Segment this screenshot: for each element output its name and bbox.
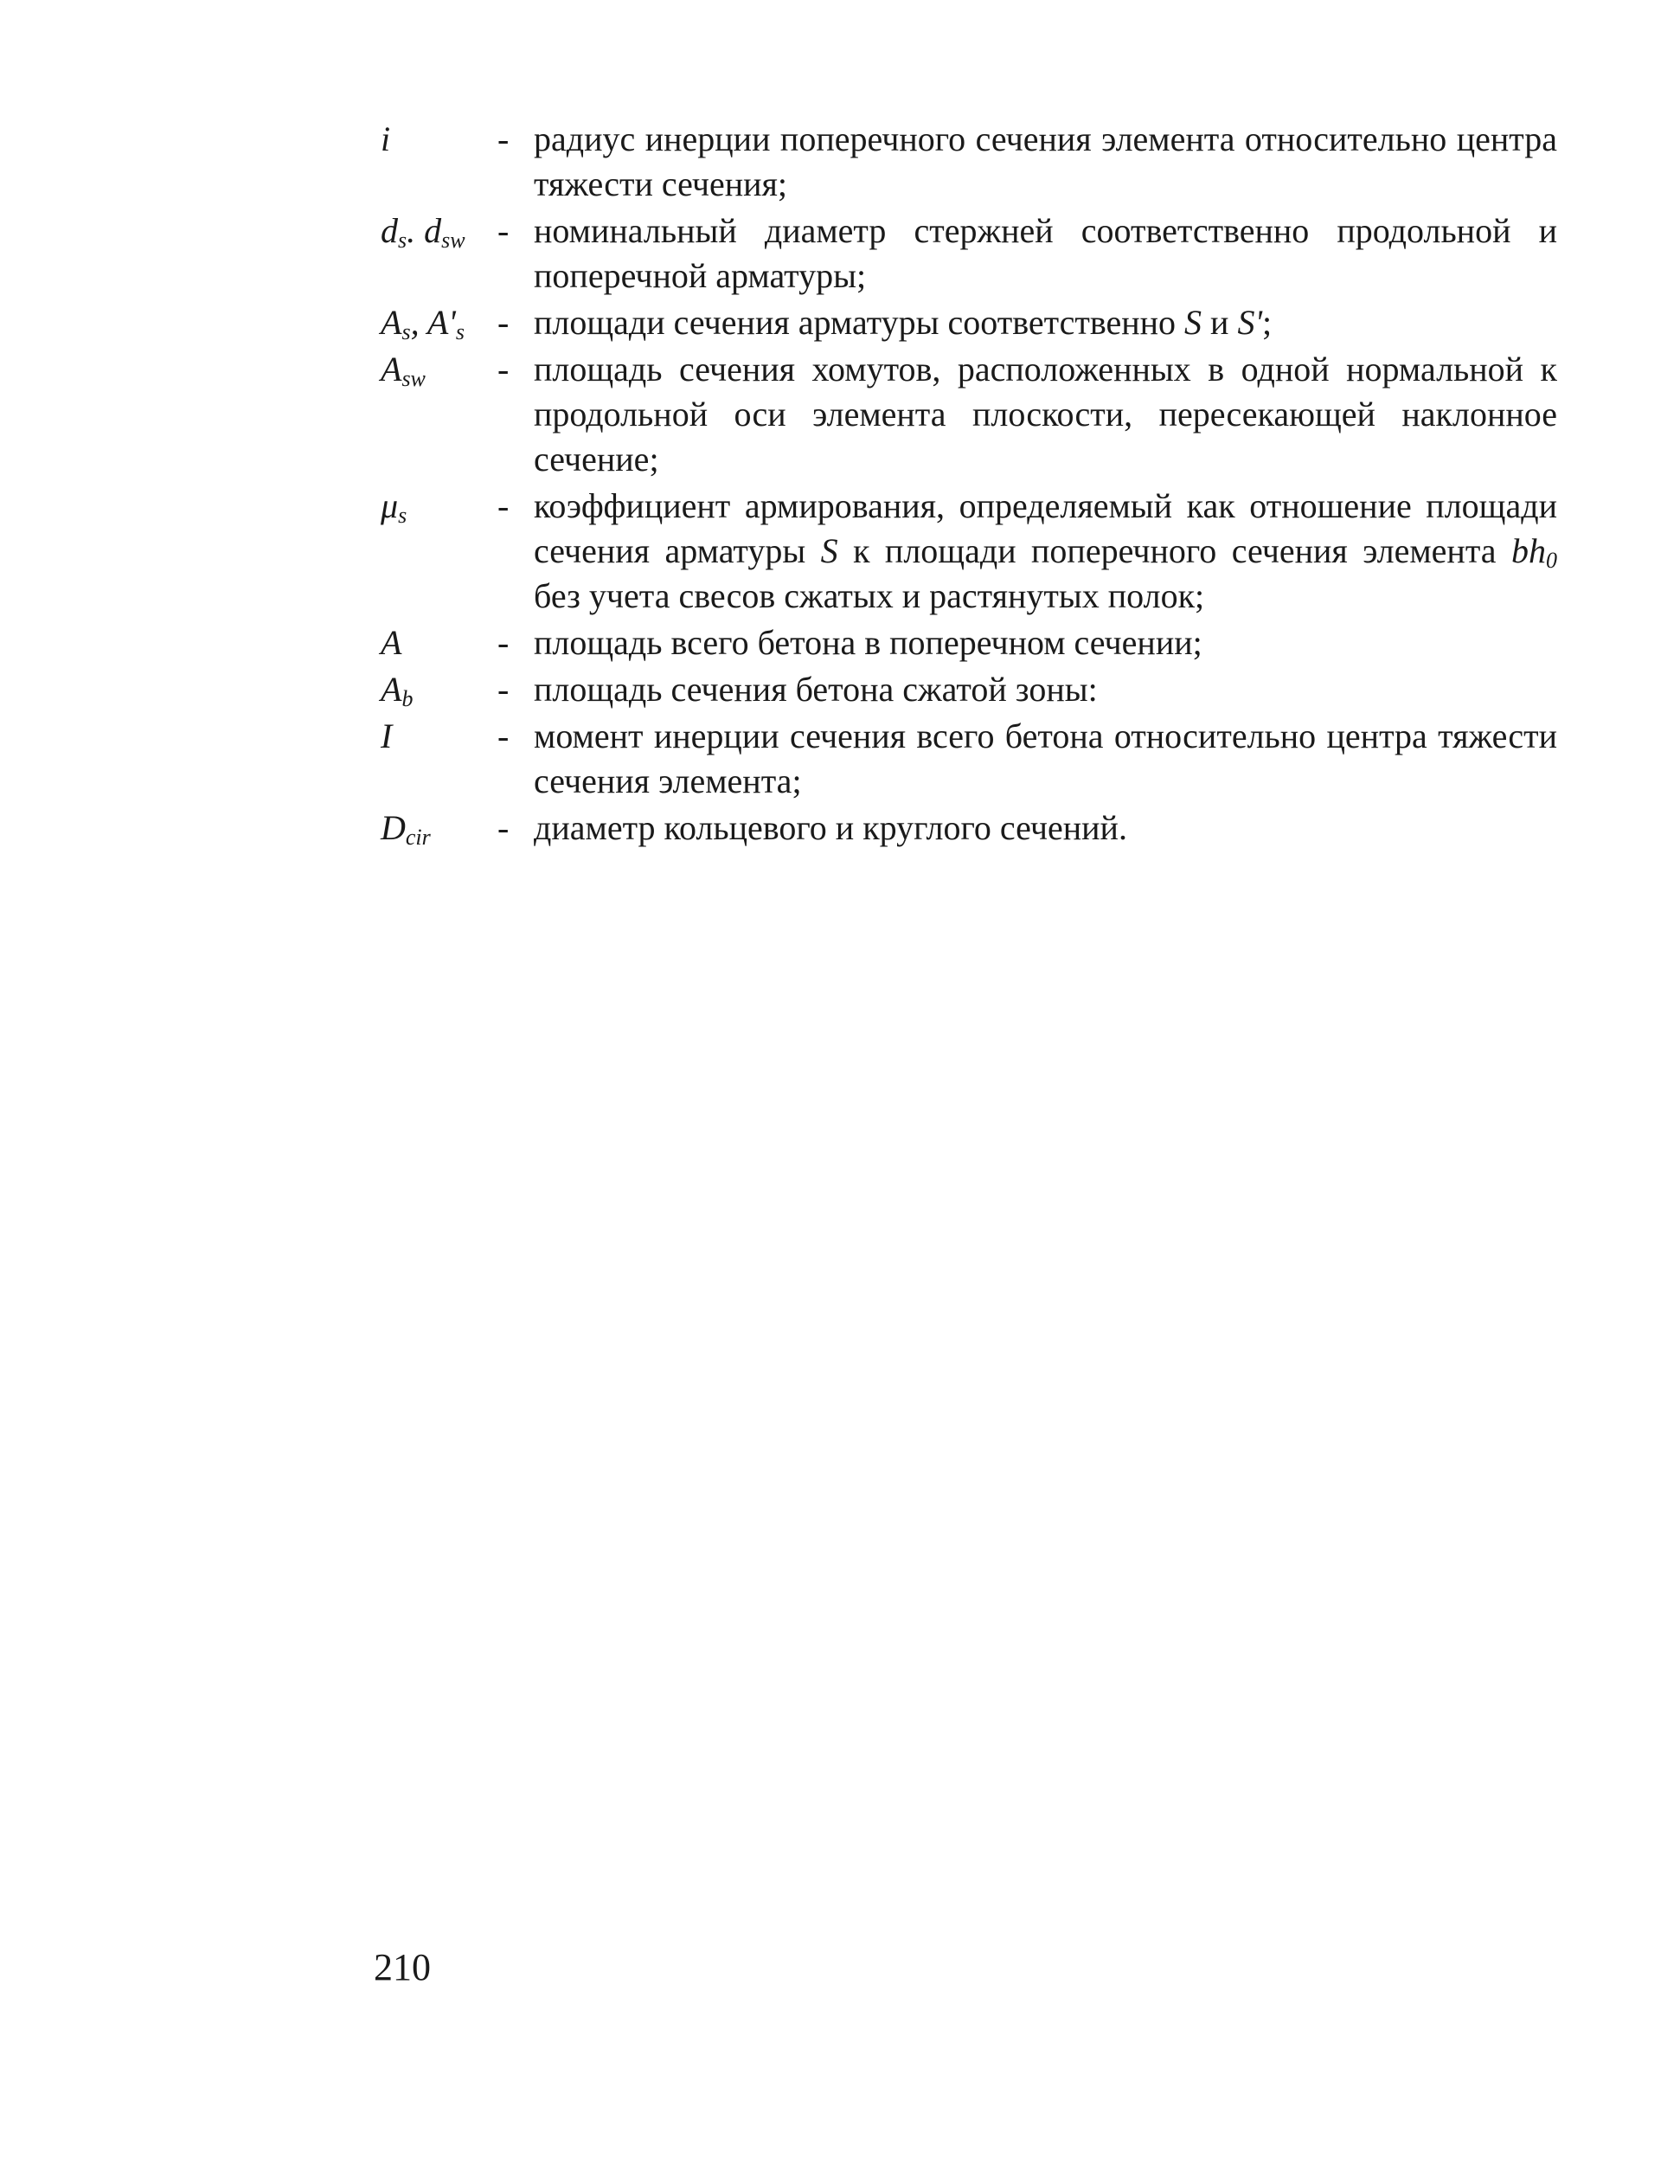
text-segment: без учета свесов сжатых и растянутых полок; [534, 576, 1205, 615]
definition-dash: - [497, 303, 510, 342]
definition-symbol [381, 484, 497, 529]
definition-dash: - [497, 350, 510, 389]
symbol-main: i [381, 119, 391, 158]
symbol-subscript: sw [401, 366, 426, 391]
definition-symbol [381, 347, 497, 392]
definition-symbol [381, 667, 497, 712]
page-number: 210 [374, 1946, 431, 1988]
symbol-main: A [381, 623, 402, 662]
symbol-main: A' [426, 303, 456, 342]
symbol-separator: , [410, 303, 427, 342]
definition-symbol [381, 620, 497, 665]
variable-italic: S [820, 531, 838, 570]
symbol-main: I [381, 716, 393, 755]
definition-symbol [381, 714, 497, 759]
definitions-list [381, 117, 1557, 852]
symbol-subscript: s [401, 319, 411, 344]
variable-italic: S' [1237, 303, 1262, 342]
symbol-main: A [381, 303, 402, 342]
symbol-main: D [381, 808, 406, 847]
symbol-main: A [381, 670, 402, 709]
symbol-main: d [381, 211, 398, 250]
definition-item [381, 620, 1557, 665]
definition-text: площадь всего бетона в поперечном сечении; [534, 623, 1202, 662]
definition-text: диаметр кольцевого и круглого сечений. [534, 808, 1127, 847]
symbol-main: μ [381, 486, 399, 525]
text-segment: площади сечения арматуры соответственно [534, 303, 1185, 342]
definition-text [534, 300, 1557, 345]
definition-text: радиус инерции поперечного сечения элемента относительно центра тяжести сечения; [534, 119, 1557, 203]
definition-text [534, 484, 1557, 619]
definition-item [381, 347, 1557, 482]
definition-symbol [381, 300, 497, 345]
symbol-subscript: b [401, 686, 414, 711]
definition-item [381, 806, 1557, 851]
text-segment: к площади поперечного сечения элемента [837, 531, 1511, 570]
definition-item [381, 300, 1557, 345]
definition-text: момент инерции сечения всего бетона относительно центра тяжести сечения элемента; [534, 716, 1557, 800]
symbol-subscript: cir [405, 825, 431, 850]
definition-dash: - [497, 808, 510, 847]
text-segment: и [1202, 303, 1238, 342]
definition-text: площадь сечения хомутов, расположенных в одной нормальной к продольной оси элемента плоскости, пересекающей наклонное сечение; [534, 350, 1557, 479]
symbol-main: d [424, 211, 442, 250]
text-segment: коэффициент армирования, определяемый как отношение площади сечения арматуры [534, 486, 1557, 570]
variable-subscript: 0 [1545, 548, 1557, 573]
definition-dash: - [497, 211, 510, 250]
symbol-subscript: s [455, 319, 465, 344]
symbol-main: A [381, 350, 402, 389]
definition-dash: - [497, 623, 510, 662]
definition-item [381, 484, 1557, 619]
definition-item [381, 209, 1557, 299]
definition-symbol [381, 806, 497, 851]
symbol-separator: . [407, 211, 425, 250]
symbol-subscript: s [398, 503, 407, 528]
definition-dash: - [497, 670, 510, 709]
definition-dash: - [497, 119, 510, 158]
symbol-subscript: sw [441, 228, 465, 253]
variable-italic: S [1184, 303, 1202, 342]
definition-dash: - [497, 486, 510, 525]
definition-text: номинальный диаметр стержней соответственно продольной и поперечной арматуры; [534, 211, 1557, 295]
definition-item [381, 667, 1557, 712]
symbol-subscript: s [398, 228, 407, 253]
definition-symbol [381, 117, 497, 162]
definition-item [381, 117, 1557, 207]
definition-symbol [381, 209, 497, 254]
text-segment: ; [1262, 303, 1273, 342]
definition-text: площадь сечения бетона сжатой зоны: [534, 670, 1098, 709]
definition-item [381, 714, 1557, 804]
definition-dash: - [497, 716, 510, 755]
variable-italic: bh [1510, 531, 1546, 570]
